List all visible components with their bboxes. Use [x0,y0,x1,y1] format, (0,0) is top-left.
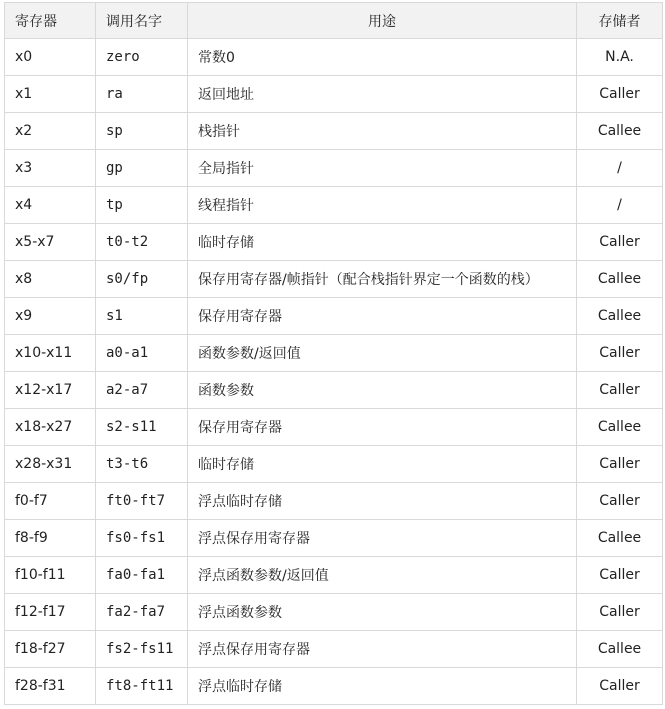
cell-usage: 栈指针 [188,113,577,150]
cell-usage: 浮点函数参数/返回值 [188,557,577,594]
cell-register: x0 [5,39,96,76]
cell-usage: 浮点保存用寄存器 [188,631,577,668]
cell-abi-name: ft0-ft7 [96,483,188,520]
cell-register: x18-x27 [5,409,96,446]
table-row [5,39,663,76]
header-usage: 用途 [188,3,577,39]
cell-saver: Callee [577,520,663,557]
table-row [5,557,663,594]
cell-register: f0-f7 [5,483,96,520]
table-row [5,594,663,631]
cell-saver: N.A. [577,39,663,76]
cell-register: f12-f17 [5,594,96,631]
table-row [5,631,663,668]
cell-abi-name: ra [96,76,188,113]
cell-usage: 浮点临时存储 [188,668,577,705]
cell-usage: 全局指针 [188,150,577,187]
cell-abi-name: s2-s11 [96,409,188,446]
cell-usage: 浮点临时存储 [188,483,577,520]
register-table [4,2,663,705]
cell-register: x1 [5,76,96,113]
cell-abi-name: tp [96,187,188,224]
cell-usage: 保存用寄存器 [188,409,577,446]
cell-usage: 浮点函数参数 [188,594,577,631]
table-row [5,187,663,224]
cell-saver: Callee [577,631,663,668]
header-abi-name: 调用名字 [96,3,188,39]
cell-saver: / [577,187,663,224]
cell-saver: Caller [577,594,663,631]
cell-abi-name: fs2-fs11 [96,631,188,668]
cell-usage: 函数参数 [188,372,577,409]
table-row [5,483,663,520]
table-row [5,113,663,150]
cell-register: x8 [5,261,96,298]
cell-abi-name: fa2-fa7 [96,594,188,631]
cell-saver: Caller [577,557,663,594]
cell-abi-name: a2-a7 [96,372,188,409]
table-row [5,372,663,409]
table-row [5,668,663,705]
cell-register: x10-x11 [5,335,96,372]
table-row [5,298,663,335]
cell-register: x4 [5,187,96,224]
cell-saver: Caller [577,76,663,113]
cell-saver: Caller [577,335,663,372]
cell-abi-name: t3-t6 [96,446,188,483]
cell-abi-name: fa0-fa1 [96,557,188,594]
cell-saver: / [577,150,663,187]
cell-abi-name: gp [96,150,188,187]
cell-register: x12-x17 [5,372,96,409]
cell-saver: Callee [577,261,663,298]
cell-abi-name: zero [96,39,188,76]
cell-abi-name: t0-t2 [96,224,188,261]
table-row [5,446,663,483]
header-saver: 存储者 [577,3,663,39]
table-row [5,409,663,446]
table-row [5,224,663,261]
cell-saver: Caller [577,483,663,520]
cell-usage: 临时存储 [188,224,577,261]
cell-register: f18-f27 [5,631,96,668]
cell-register: f10-f11 [5,557,96,594]
header-register: 寄存器 [5,3,96,39]
cell-saver: Caller [577,372,663,409]
table-row [5,261,663,298]
cell-usage: 保存用寄存器/帧指针（配合栈指针界定一个函数的栈） [188,261,577,298]
cell-register: x9 [5,298,96,335]
cell-register: x28-x31 [5,446,96,483]
cell-abi-name: fs0-fs1 [96,520,188,557]
cell-saver: Caller [577,446,663,483]
cell-abi-name: sp [96,113,188,150]
cell-saver: Callee [577,298,663,335]
cell-register: x2 [5,113,96,150]
cell-abi-name: ft8-ft11 [96,668,188,705]
cell-saver: Caller [577,224,663,261]
cell-saver: Caller [577,668,663,705]
cell-usage: 临时存储 [188,446,577,483]
table-body [5,39,663,705]
cell-usage: 函数参数/返回值 [188,335,577,372]
cell-usage: 返回地址 [188,76,577,113]
cell-usage: 保存用寄存器 [188,298,577,335]
cell-usage: 线程指针 [188,187,577,224]
cell-usage: 常数0 [188,39,577,76]
cell-abi-name: s0/fp [96,261,188,298]
table-header-row [5,3,663,39]
cell-register: f28-f31 [5,668,96,705]
table-row [5,335,663,372]
cell-abi-name: s1 [96,298,188,335]
cell-register: x5-x7 [5,224,96,261]
table-row [5,520,663,557]
table-row [5,76,663,113]
cell-usage: 浮点保存用寄存器 [188,520,577,557]
cell-abi-name: a0-a1 [96,335,188,372]
cell-register: x3 [5,150,96,187]
cell-saver: Callee [577,113,663,150]
cell-saver: Callee [577,409,663,446]
cell-register: f8-f9 [5,520,96,557]
table-row [5,150,663,187]
